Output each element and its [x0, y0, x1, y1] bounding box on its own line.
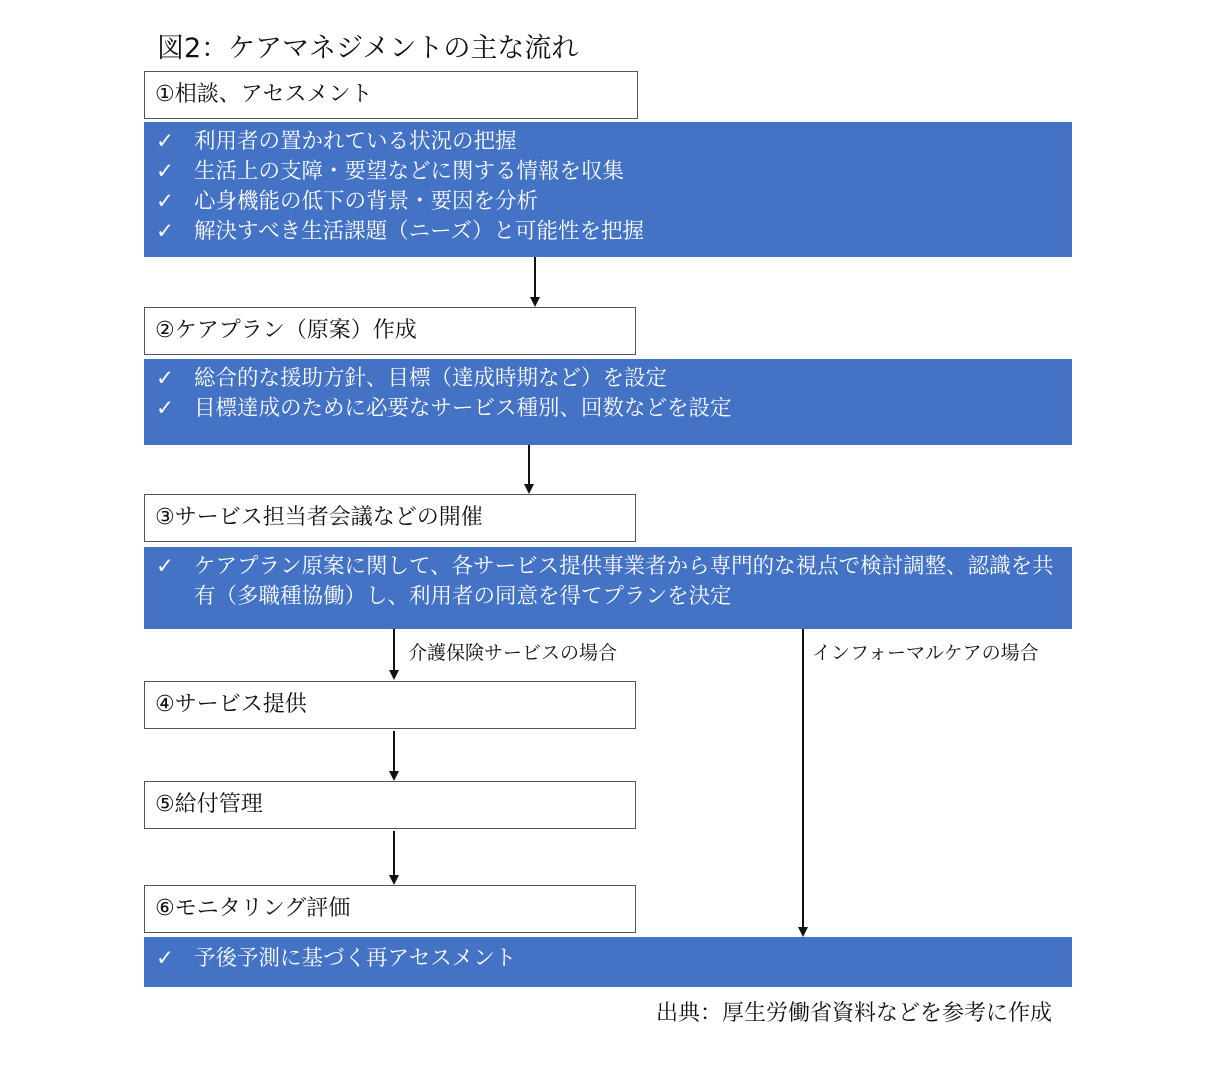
detail-item: 解決すべき生活課題（ニーズ）と可能性を把握 — [194, 219, 644, 244]
arrow-line — [528, 445, 530, 484]
arrow-head-icon — [530, 297, 540, 307]
check-icon: ✓ — [156, 396, 175, 421]
source-note: 出典：厚生労働省資料などを参考に作成 — [655, 1001, 1052, 1026]
step-2-box: ②ケアプラン（原案）作成 — [144, 307, 636, 355]
arrow-head-icon — [524, 484, 534, 494]
arrow-line — [393, 629, 395, 670]
detail-item: 利用者の置かれている状況の把握 — [194, 129, 517, 154]
step-3-box: ③サービス担当者会議などの開催 — [144, 494, 636, 542]
detail-item: 目標達成のために必要なサービス種別、回数などを設定 — [194, 396, 732, 421]
branch-label-care-insurance: 介護保険サービスの場合 — [408, 642, 618, 664]
step-2-details — [144, 359, 1072, 445]
arrow-head-icon — [389, 771, 399, 781]
arrow-line — [802, 629, 804, 927]
check-icon: ✓ — [156, 946, 175, 971]
arrow-line — [393, 831, 395, 875]
step-5-box: ⑤給付管理 — [144, 781, 636, 829]
arrow-head-icon — [389, 670, 399, 680]
detail-item: 心身機能の低下の背景・要因を分析 — [194, 189, 539, 214]
step-1-box: ①相談、アセスメント — [144, 71, 638, 119]
step-1-details — [144, 122, 1072, 257]
detail-item: 総合的な援助方針、目標（達成時期など）を設定 — [194, 366, 668, 391]
check-icon: ✓ — [156, 219, 175, 244]
branch-label-informal: インフォーマルケアの場合 — [812, 642, 1039, 664]
arrow-head-icon — [798, 927, 808, 937]
step-6-details — [144, 937, 1072, 987]
arrow-head-icon — [389, 875, 399, 885]
check-icon: ✓ — [156, 159, 175, 184]
diagram-title: 図2：ケアマネジメントの主な流れ — [157, 33, 579, 64]
detail-item: 予後予測に基づく再アセスメント — [194, 946, 517, 971]
check-icon: ✓ — [156, 554, 175, 579]
check-icon: ✓ — [156, 366, 175, 391]
step-6-box: ⑥モニタリング評価 — [144, 885, 636, 933]
check-icon: ✓ — [156, 129, 175, 154]
step-4-box: ④サービス提供 — [144, 681, 636, 729]
arrow-line — [393, 731, 395, 771]
detail-item: 生活上の支障・要望などに関する情報を収集 — [194, 159, 625, 184]
arrow-line — [534, 257, 536, 297]
step-3-details — [144, 547, 1072, 629]
check-icon: ✓ — [156, 189, 175, 214]
detail-item: ケアプラン原案に関して、各サービス提供事業者から専門的な視点で検討調整、認識を共有（多職種協働）し、利用者の同意を得てプランを決定 — [194, 554, 1054, 609]
